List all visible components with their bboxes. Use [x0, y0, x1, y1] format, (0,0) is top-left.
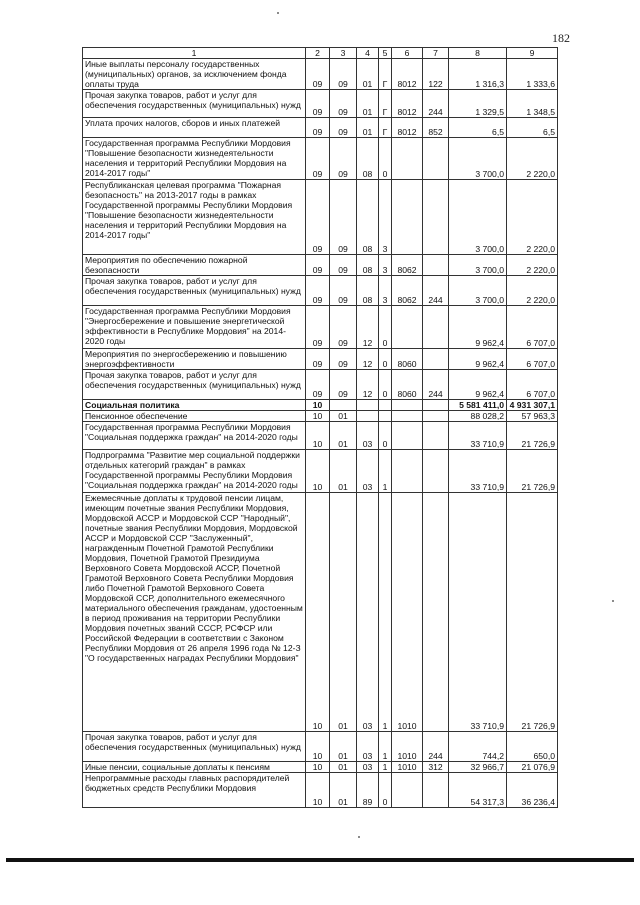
code-subprogram-cell: Г [379, 59, 392, 90]
code-subprogram-cell: Г [379, 90, 392, 118]
scan-speck [277, 12, 279, 14]
row-name-cell: Республиканская целевая программа "Пожарная безопасность" на 2013-2017 годы в рамках Государственной программы Республики Мордовия "Повышение безопасности жизнедеятельности населения и территорий Республики Мордовия на 2014-2017 годы" [83, 180, 306, 255]
code-expense-type-cell: 244 [423, 732, 449, 762]
header-cell: 4 [357, 48, 379, 59]
code-subprogram-cell: 1 [379, 762, 392, 773]
code-subprogram-cell: 0 [379, 422, 392, 450]
amount-year1-cell: 9 962,4 [449, 349, 507, 370]
row-name-cell: Государственная программа Республики Мордовия "Повышение безопасности жизнедеятельности населения и территорий Республики Мордовия на 2014-2017 годы" [83, 138, 306, 180]
amount-year2-cell: 6 707,0 [507, 370, 558, 400]
code-expense-type-cell [423, 450, 449, 493]
code-subprogram-cell: 0 [379, 349, 392, 370]
code-subsection-cell: 09 [330, 180, 357, 255]
amount-year1-cell: 3 700,0 [449, 255, 507, 276]
code-expense-type-cell [423, 400, 449, 411]
code-item-cell: 8012 [392, 118, 423, 138]
header-cell: 9 [507, 48, 558, 59]
table-row [83, 422, 558, 450]
code-subprogram-cell: Г [379, 118, 392, 138]
table-row [83, 59, 558, 90]
amount-year1-cell: 1 329,5 [449, 90, 507, 118]
code-expense-type-cell [423, 411, 449, 422]
code-program-cell [357, 400, 379, 411]
code-subsection-cell: 09 [330, 138, 357, 180]
code-subprogram-cell: 0 [379, 370, 392, 400]
amount-year1-cell: 9 962,4 [449, 370, 507, 400]
amount-year1-cell: 32 966,7 [449, 762, 507, 773]
code-subprogram-cell: 3 [379, 276, 392, 306]
row-name-cell: Прочая закупка товаров, работ и услуг для обеспечения государственных (муниципальных) нужд [83, 370, 306, 400]
code-item-cell: 1010 [392, 762, 423, 773]
code-item-cell [392, 422, 423, 450]
code-program-cell: 08 [357, 138, 379, 180]
row-name-cell: Прочая закупка товаров, работ и услуг для обеспечения государственных (муниципальных) нужд [83, 90, 306, 118]
table-row [83, 773, 558, 808]
code-expense-type-cell [423, 493, 449, 732]
amount-year1-cell: 54 317,3 [449, 773, 507, 808]
header-cell: 3 [330, 48, 357, 59]
amount-year1-cell: 6,5 [449, 118, 507, 138]
amount-year2-cell: 6 707,0 [507, 349, 558, 370]
header-cell: 7 [423, 48, 449, 59]
code-subsection-cell: 09 [330, 59, 357, 90]
code-program-cell: 03 [357, 732, 379, 762]
code-subprogram-cell: 1 [379, 493, 392, 732]
code-program-cell: 03 [357, 422, 379, 450]
code-subprogram-cell: 1 [379, 450, 392, 493]
amount-year2-cell: 21 076,9 [507, 762, 558, 773]
code-subsection-cell: 01 [330, 732, 357, 762]
code-expense-type-cell: 244 [423, 90, 449, 118]
row-name-cell: Мероприятия по обеспечению пожарной безопасности [83, 255, 306, 276]
table-row [83, 138, 558, 180]
code-subprogram-cell: 0 [379, 306, 392, 349]
amount-year2-cell: 2 220,0 [507, 138, 558, 180]
code-program-cell: 08 [357, 276, 379, 306]
code-item-cell: 8062 [392, 276, 423, 306]
row-name-cell: Государственная программа Республики Мордовия "Социальная поддержка граждан" на 2014-2020 годы [83, 422, 306, 450]
code-section-cell: 09 [306, 276, 330, 306]
row-name-cell: Прочая закупка товаров, работ и услуг для обеспечения государственных (муниципальных) нужд [83, 732, 306, 762]
amount-year2-cell: 650,0 [507, 732, 558, 762]
code-item-cell [392, 180, 423, 255]
code-subprogram-cell [379, 400, 392, 411]
scan-border-bar [6, 858, 634, 862]
code-program-cell: 08 [357, 255, 379, 276]
code-item-cell: 8012 [392, 59, 423, 90]
scan-speck [358, 836, 360, 838]
page-number: 182 [552, 31, 570, 45]
code-program-cell: 01 [357, 59, 379, 90]
amount-year1-cell: 5 581 411,0 [449, 400, 507, 411]
code-expense-type-cell [423, 349, 449, 370]
code-program-cell [357, 411, 379, 422]
amount-year2-cell: 21 726,9 [507, 422, 558, 450]
table-row [83, 493, 558, 732]
code-section-cell: 09 [306, 118, 330, 138]
code-expense-type-cell [423, 306, 449, 349]
budget-table [82, 47, 558, 808]
code-expense-type-cell [423, 138, 449, 180]
code-section-cell: 09 [306, 59, 330, 90]
code-program-cell: 08 [357, 180, 379, 255]
amount-year1-cell: 88 028,2 [449, 411, 507, 422]
amount-year2-cell: 21 726,9 [507, 493, 558, 732]
header-cell: 8 [449, 48, 507, 59]
code-item-cell: 8012 [392, 90, 423, 118]
row-name-cell: Ежемесячные доплаты к трудовой пенсии лицам, имеющим почетные звания Республики Мордовия, Мордовской АССР и Мордовской ССР "Народный", почетные звания Республики Мордовия, Мордовской АССР и Мордовской ССР "Заслуженный", награжденным Почетной Грамотой Республики Мордовия, Почетной Грамотой Президиума Верховного Совета Мордовской АССР, Почетной Грамотой Верховного Совета Республики Мордовия либо Почетной Грамотой Верховного Совета Мордовской ССР, дополнительного ежемесячного материального обеспечения гражданам, удостоенным в период проживания на территории Республики Мордовия почетных званий СССР, РСФСР или Российской Федерации в соответствии с Законом Республики Мордовия от 26 апреля 1996 года № 12-З "О государственных наградах Республики Мордовия" [83, 493, 306, 732]
amount-year2-cell: 2 220,0 [507, 180, 558, 255]
table-row [83, 349, 558, 370]
code-subprogram-cell: 3 [379, 255, 392, 276]
code-expense-type-cell: 312 [423, 762, 449, 773]
code-subsection-cell: 09 [330, 306, 357, 349]
code-section-cell: 10 [306, 450, 330, 493]
amount-year1-cell: 3 700,0 [449, 138, 507, 180]
amount-year2-cell: 2 220,0 [507, 255, 558, 276]
amount-year1-cell: 33 710,9 [449, 493, 507, 732]
code-program-cell: 01 [357, 118, 379, 138]
amount-year2-cell: 36 236,4 [507, 773, 558, 808]
header-cell: 2 [306, 48, 330, 59]
amount-year1-cell: 3 700,0 [449, 276, 507, 306]
code-subprogram-cell [379, 411, 392, 422]
code-item-cell: 1010 [392, 732, 423, 762]
code-section-cell: 09 [306, 306, 330, 349]
code-program-cell: 12 [357, 349, 379, 370]
code-subsection-cell: 09 [330, 90, 357, 118]
header-cell: 6 [392, 48, 423, 59]
code-item-cell [392, 773, 423, 808]
code-section-cell: 10 [306, 422, 330, 450]
code-subprogram-cell: 3 [379, 180, 392, 255]
code-subprogram-cell: 1 [379, 732, 392, 762]
code-subsection-cell: 09 [330, 118, 357, 138]
code-program-cell: 89 [357, 773, 379, 808]
code-expense-type-cell [423, 255, 449, 276]
amount-year2-cell: 6,5 [507, 118, 558, 138]
header-cell: 1 [83, 48, 306, 59]
row-name-cell: Непрограммные расходы главных распорядителей бюджетных средств Республики Мордовия [83, 773, 306, 808]
code-section-cell: 09 [306, 180, 330, 255]
amount-year1-cell: 33 710,9 [449, 450, 507, 493]
code-expense-type-cell: 244 [423, 276, 449, 306]
code-item-cell: 8060 [392, 349, 423, 370]
amount-year2-cell: 1 348,5 [507, 90, 558, 118]
code-section-cell: 10 [306, 732, 330, 762]
code-program-cell: 03 [357, 493, 379, 732]
code-subsection-cell: 01 [330, 493, 357, 732]
code-program-cell: 03 [357, 762, 379, 773]
code-program-cell: 12 [357, 370, 379, 400]
code-item-cell: 8060 [392, 370, 423, 400]
code-expense-type-cell: 244 [423, 370, 449, 400]
row-name-cell: Подпрограмма "Развитие мер социальной поддержки отдельных категорий граждан" в рамках Государственной программы Республики Мордовия "Социальная поддержка граждан" на 2014-2020 годы [83, 450, 306, 493]
code-subsection-cell: 09 [330, 349, 357, 370]
code-section-cell: 10 [306, 400, 330, 411]
code-program-cell: 03 [357, 450, 379, 493]
code-item-cell [392, 138, 423, 180]
code-program-cell: 12 [357, 306, 379, 349]
amount-year1-cell: 744,2 [449, 732, 507, 762]
code-section-cell: 10 [306, 493, 330, 732]
amount-year1-cell: 3 700,0 [449, 180, 507, 255]
code-section-cell: 09 [306, 349, 330, 370]
table-row [83, 762, 558, 773]
code-item-cell [392, 450, 423, 493]
code-subsection-cell: 01 [330, 422, 357, 450]
row-name-cell: Мероприятия по энергосбережению и повышению энергоэффективности [83, 349, 306, 370]
table-row [83, 411, 558, 422]
amount-year2-cell: 1 333,6 [507, 59, 558, 90]
amount-year2-cell: 21 726,9 [507, 450, 558, 493]
code-subprogram-cell: 0 [379, 773, 392, 808]
code-subsection-cell: 01 [330, 762, 357, 773]
code-subsection-cell: 01 [330, 450, 357, 493]
row-name-cell: Иные пенсии, социальные доплаты к пенсиям [83, 762, 306, 773]
code-subsection-cell: 09 [330, 276, 357, 306]
code-subsection-cell: 09 [330, 370, 357, 400]
amount-year1-cell: 9 962,4 [449, 306, 507, 349]
row-name-cell: Прочая закупка товаров, работ и услуг для обеспечения государственных (муниципальных) нужд [83, 276, 306, 306]
table-row [83, 400, 558, 411]
code-expense-type-cell: 122 [423, 59, 449, 90]
amount-year2-cell: 2 220,0 [507, 276, 558, 306]
amount-year1-cell: 1 316,3 [449, 59, 507, 90]
code-section-cell: 09 [306, 90, 330, 118]
code-expense-type-cell [423, 180, 449, 255]
scan-speck [612, 600, 614, 602]
code-section-cell: 10 [306, 762, 330, 773]
row-name-cell: Иные выплаты персоналу государственных (муниципальных) органов, за исключением фонда оплаты труда [83, 59, 306, 90]
table-row [83, 118, 558, 138]
code-item-cell [392, 306, 423, 349]
table-row [83, 276, 558, 306]
table-row [83, 90, 558, 118]
amount-year2-cell: 4 931 307,1 [507, 400, 558, 411]
table-row [83, 306, 558, 349]
code-subsection-cell: 01 [330, 411, 357, 422]
code-item-cell: 1010 [392, 493, 423, 732]
code-subsection-cell [330, 400, 357, 411]
code-item-cell: 8062 [392, 255, 423, 276]
code-section-cell: 09 [306, 255, 330, 276]
code-program-cell: 01 [357, 90, 379, 118]
amount-year2-cell: 57 963,3 [507, 411, 558, 422]
row-name-cell: Государственная программа Республики Мордовия "Энергосбережение и повышение энергетической эффективности в Республике Мордовия" на 2014-2020 годы [83, 306, 306, 349]
code-subsection-cell: 09 [330, 255, 357, 276]
table-row [83, 255, 558, 276]
row-name-cell: Уплата прочих налогов, сборов и иных платежей [83, 118, 306, 138]
code-subsection-cell: 01 [330, 773, 357, 808]
header-row [83, 48, 558, 59]
amount-year1-cell: 33 710,9 [449, 422, 507, 450]
row-name-cell: Пенсионное обеспечение [83, 411, 306, 422]
code-subprogram-cell: 0 [379, 138, 392, 180]
code-item-cell [392, 400, 423, 411]
table-row [83, 450, 558, 493]
row-name-cell: Социальная политика [83, 400, 306, 411]
code-section-cell: 09 [306, 370, 330, 400]
code-expense-type-cell [423, 422, 449, 450]
code-expense-type-cell [423, 773, 449, 808]
table-row [83, 732, 558, 762]
code-expense-type-cell: 852 [423, 118, 449, 138]
amount-year2-cell: 6 707,0 [507, 306, 558, 349]
code-section-cell: 10 [306, 773, 330, 808]
code-section-cell: 09 [306, 138, 330, 180]
table-row [83, 180, 558, 255]
code-item-cell [392, 411, 423, 422]
header-cell: 5 [379, 48, 392, 59]
table-row [83, 370, 558, 400]
code-section-cell: 10 [306, 411, 330, 422]
